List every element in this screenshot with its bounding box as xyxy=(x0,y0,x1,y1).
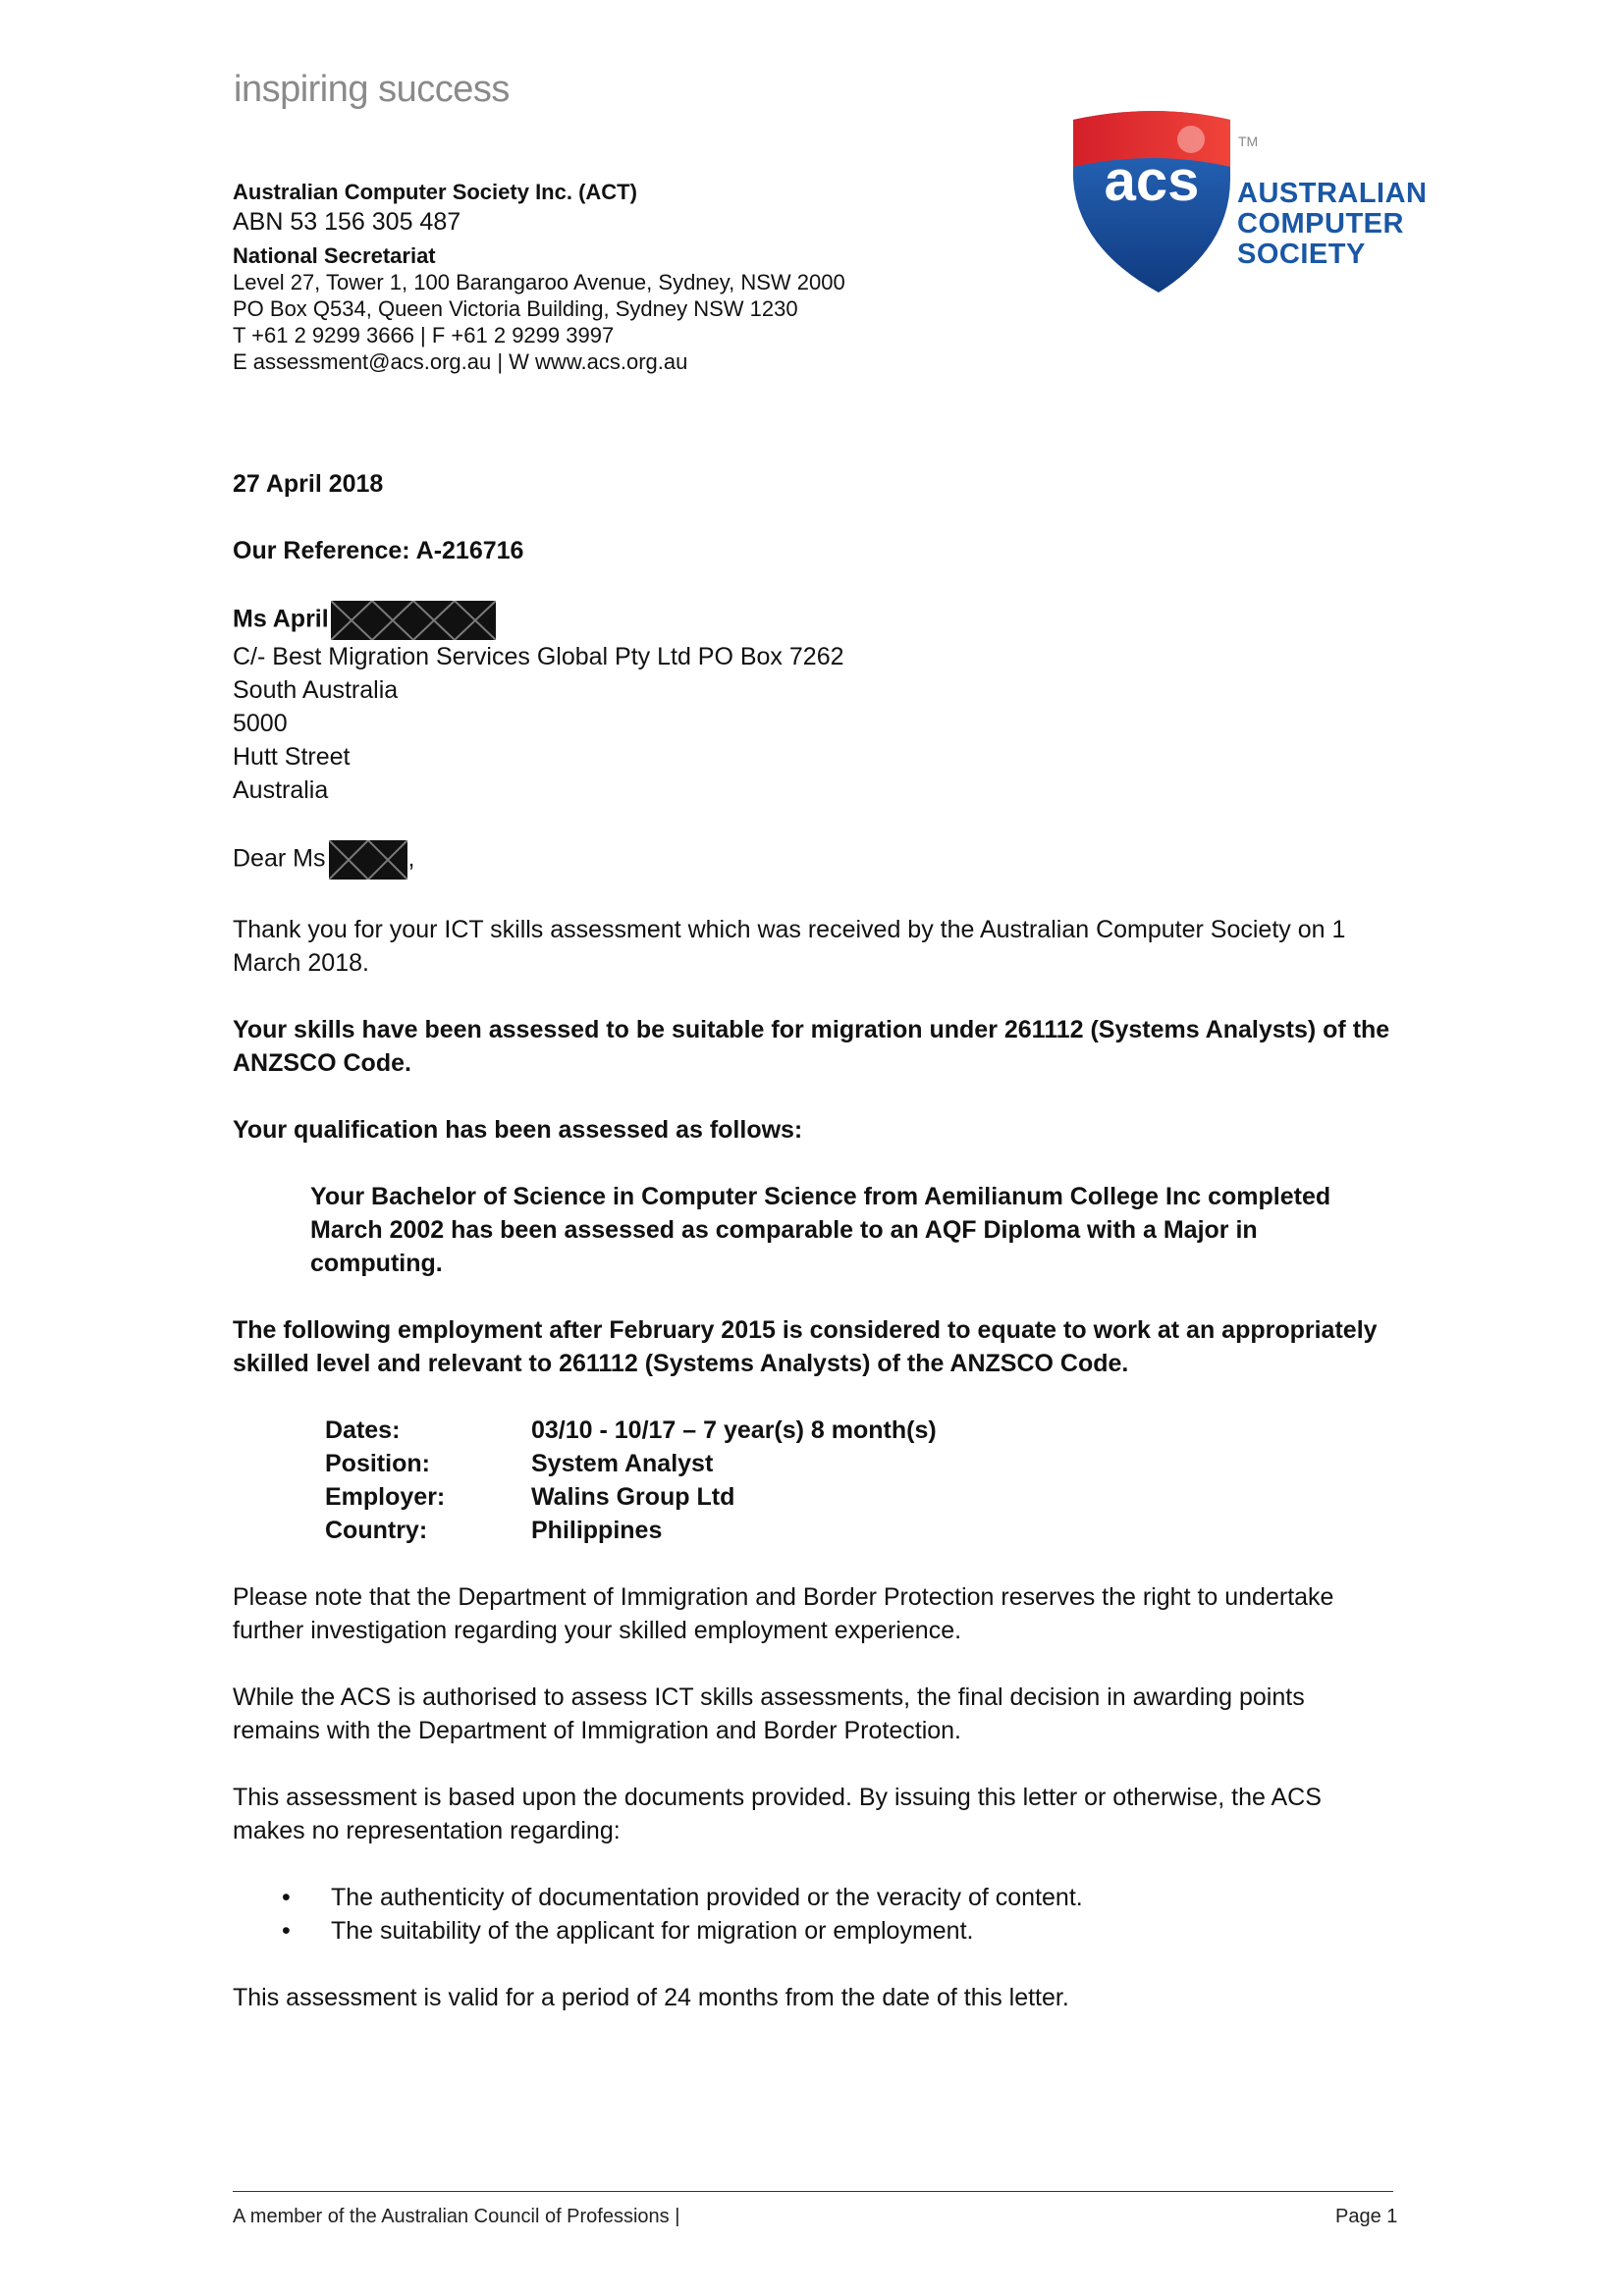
list-item xyxy=(233,1914,1391,1948)
page-number: Page 1 xyxy=(1335,2206,1398,2227)
recipient-line: Australia xyxy=(233,776,329,804)
list-item-text: The suitability of the applicant for migration or employment. xyxy=(331,1917,974,1945)
employment-label: Position: xyxy=(325,1450,430,1477)
authority-note: While the ACS is authorised to assess ICT skills assessments, the final decision in awarding points remains with the Department of Immigration and Border Protection. xyxy=(233,1683,1305,1744)
employment-label: Country: xyxy=(325,1517,428,1544)
qualification-heading: Your qualification has been assessed as follows: xyxy=(233,1116,803,1144)
abn: ABN 53 156 305 487 xyxy=(233,208,461,236)
footer-divider xyxy=(233,2191,1393,2192)
intro-paragraph: Thank you for your ICT skills assessment which was received by the Australian Computer Society on 1 March 2018. xyxy=(233,916,1346,977)
salutation-text: Dear Ms xyxy=(233,844,326,873)
employment-details xyxy=(325,1414,1391,1547)
recipient-line: C/- Best Migration Services Global Pty Ltd PO Box 7262 xyxy=(233,643,844,670)
letter-date: 27 April 2018 xyxy=(233,470,384,498)
redaction-block xyxy=(331,601,496,640)
recipient-line: Hutt Street xyxy=(233,743,351,771)
qualification-detail: Your Bachelor of Science in Computer Science from Aemilianum College Inc completed March 2002 has been assessed as comparable to an AQF Diploma with a Major in computing. xyxy=(310,1183,1331,1277)
salutation-comma: , xyxy=(407,844,415,873)
org-name: Australian Computer Society Inc. (ACT) xyxy=(233,180,637,204)
email-web-line: E assessment@acs.org.au | W www.acs.org.au xyxy=(233,349,688,374)
salutation xyxy=(233,840,1391,880)
employment-row xyxy=(325,1514,1391,1547)
logo-word: COMPUTER xyxy=(1237,208,1404,240)
letter-body xyxy=(233,467,1391,2014)
department-note: Please note that the Department of Immigration and Border Protection reserves the right to undertake further investigation regarding your skilled employment experience. xyxy=(233,1583,1334,1644)
recipient-name: Ms April xyxy=(233,605,329,633)
representation-list xyxy=(233,1881,1391,1948)
reference-number: Our Reference: A-216716 xyxy=(233,537,524,564)
list-item xyxy=(233,1881,1391,1914)
phone-line: T +61 2 9299 3666 | F +61 2 9299 3997 xyxy=(233,323,615,347)
recipient-address xyxy=(233,601,1391,807)
bullet-icon: • xyxy=(282,1917,291,1945)
logo-word: AUSTRALIAN xyxy=(1237,178,1428,209)
tagline: inspiring success xyxy=(234,69,510,110)
validity-statement: This assessment is valid for a period of 24 months from the date of this letter. xyxy=(233,1984,1069,2011)
logo-mark-text: acs xyxy=(1104,149,1200,213)
trademark-label: TM xyxy=(1238,133,1259,149)
employment-heading: The following employment after February 2015 is considered to equate to work at an appropriately skilled level and relevant to 261112 (Systems Analysts) of the ANZSCO Code. xyxy=(233,1316,1378,1377)
employment-value: Walins Group Ltd xyxy=(531,1483,735,1511)
employment-value: Philippines xyxy=(531,1517,663,1544)
employment-value: System Analyst xyxy=(531,1450,714,1477)
documents-note: This assessment is based upon the documents provided. By issuing this letter or otherwise, the ACS makes no representation regarding: xyxy=(233,1784,1322,1844)
acs-logo xyxy=(1065,110,1428,296)
address-line: Level 27, Tower 1, 100 Barangaroo Avenue, Sydney, NSW 2000 xyxy=(233,270,845,294)
logo-word: SOCIETY xyxy=(1237,239,1366,270)
redaction-block xyxy=(329,840,407,880)
employment-label: Employer: xyxy=(325,1483,446,1511)
organisation-details xyxy=(233,179,845,375)
bullet-icon: • xyxy=(282,1884,291,1911)
employment-label: Dates: xyxy=(325,1416,401,1444)
footer-membership: A member of the Australian Council of Professions | xyxy=(233,2206,680,2227)
employment-value: 03/10 - 10/17 – 7 year(s) 8 month(s) xyxy=(531,1416,937,1444)
recipient-line: South Australia xyxy=(233,676,399,704)
address-line: PO Box Q534, Queen Victoria Building, Sydney NSW 1230 xyxy=(233,296,798,321)
employment-row xyxy=(325,1447,1391,1480)
recipient-line: 5000 xyxy=(233,710,288,737)
list-item-text: The authenticity of documentation provided or the veracity of content. xyxy=(331,1884,1083,1911)
office-title: National Secretariat xyxy=(233,243,436,268)
employment-row xyxy=(325,1414,1391,1447)
employment-row xyxy=(325,1480,1391,1514)
acs-shield-icon xyxy=(1065,110,1242,296)
skills-statement: Your skills have been assessed to be suitable for migration under 261112 (Systems Analysts) of the ANZSCO Code. xyxy=(233,1016,1390,1077)
